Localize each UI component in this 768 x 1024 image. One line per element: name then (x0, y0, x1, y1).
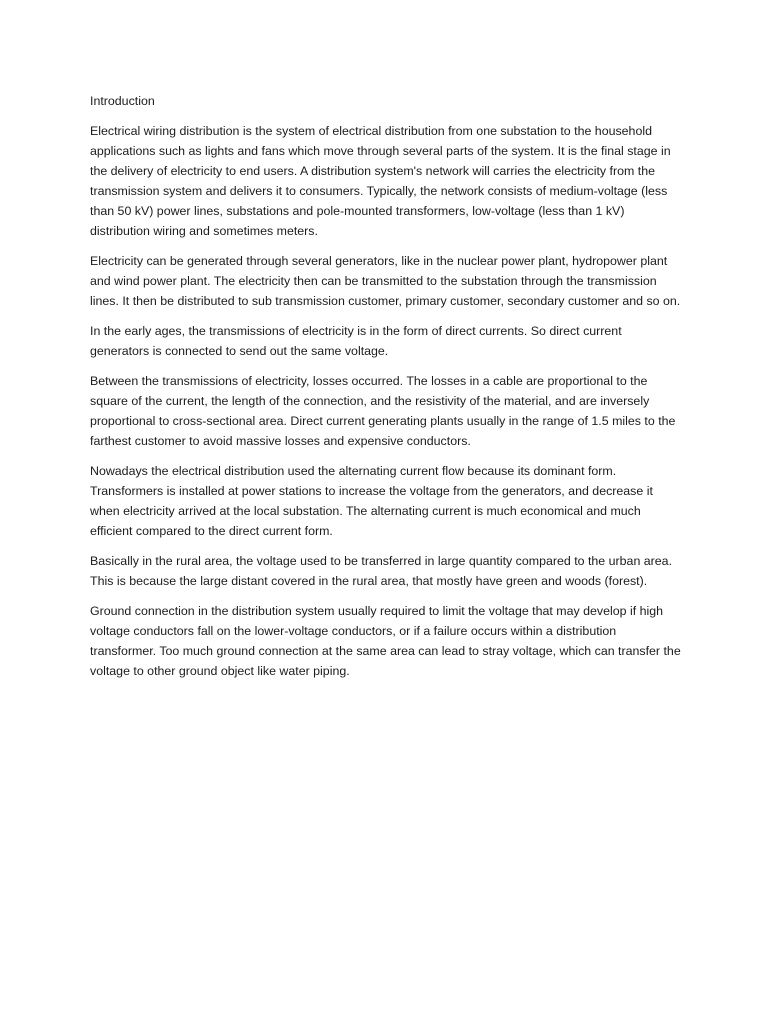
paragraph-6: Basically in the rural area, the voltage used to be transferred in large quantity compared to the urban area. This is because the large distant covered in the rural area, that mostly have green and woods (forest). (90, 554, 673, 588)
paragraph-4: Between the transmissions of electricity, losses occurred. The losses in a cable are proportional to the square of the current, the length of the connection, and the resistivity of the material, and are inversely proportional to cross-sectional area. Direct current generating plants usually in the range of 1.5 miles to the farthest customer to avoid massive losses and expensive conductors. (90, 374, 676, 448)
paragraph-5: Nowadays the electrical distribution used the alternating current flow because its dominant form. Transformers is installed at power stations to increase the voltage from the generators, and decrease it when electricity arrived at the local substation. The alternating current is much economical and much efficient compared to the direct current form. (90, 464, 653, 538)
section-heading: Introduction (90, 94, 155, 108)
document-body (90, 91, 682, 691)
paragraph-1: Electrical wiring distribution is the system of electrical distribution from one substation to the household applications such as lights and fans which move through several parts of the system. It is the final stage in the delivery of electricity to end users. A distribution system's network will carries the electricity from the transmission system and delivers it to consumers. Typically, the network consists of medium-voltage (less than 50 kV) power lines, substations and pole-mounted transformers, low-voltage (less than 1 kV) distribution wiring and sometimes meters. (90, 124, 671, 238)
paragraph-3: In the early ages, the transmissions of electricity is in the form of direct currents. So direct current generators is connected to send out the same voltage. (90, 324, 622, 358)
paragraph-2: Electricity can be generated through several generators, like in the nuclear power plant, hydropower plant and wind power plant. The electricity then can be transmitted to the substation through the transmission lines. It then be distributed to sub transmission customer, primary customer, secondary customer and so on. (90, 254, 681, 308)
paragraph-7: Ground connection in the distribution system usually required to limit the voltage that may develop if high voltage conductors fall on the lower-voltage conductors, or if a failure occurs within a distribution transformer. Too much ground connection at the same area can lead to stray voltage, which can transfer the voltage to other ground object like water piping. (90, 604, 681, 678)
